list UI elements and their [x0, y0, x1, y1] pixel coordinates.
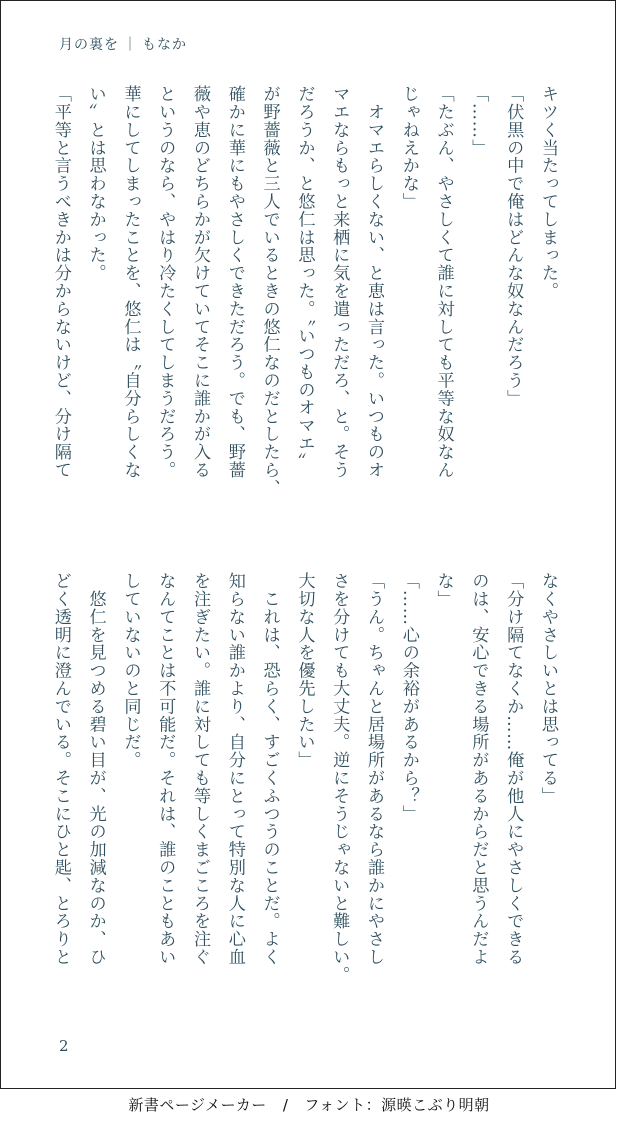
text-line: どく透明に澄んでいる。そこにひと匙、とろりと	[50, 572, 71, 966]
text-line: マエならもっと来栖に気を遣っただろ、と。そう	[329, 85, 350, 479]
text-line: 悠仁を見つめる碧い目が、光の加減なのか、ひ	[85, 572, 106, 966]
text-line: い〟とは思わなかった。	[85, 85, 106, 282]
text-line: 「伏黒の中で俺はどんな奴なんだろう」	[503, 85, 524, 408]
text-line: 確かに華にもやさしくできただろう。でも、野薔	[224, 85, 245, 479]
text-line: を注ぎたい。誰に対しても等しくまごころを注ぐ	[190, 572, 211, 966]
text-line: していないのと同じだ。	[120, 572, 141, 769]
footer-credit	[0, 1094, 618, 1115]
text-line: さを分けても大丈夫。逆にそうじゃないと難しい。	[329, 572, 350, 984]
text-line: 大切な人を優先したい」	[294, 572, 315, 769]
text-line: 知らない誰かより、自分にとって特別な人に心血	[224, 572, 245, 966]
header-separator: ｜	[123, 37, 138, 53]
text-block-bottom	[50, 572, 565, 1002]
text-line: オマエらしくない、と恵は言った。いつものオ	[364, 85, 385, 479]
author-name: もなか	[142, 37, 187, 53]
text-block-top	[50, 85, 565, 515]
text-line: な」	[433, 572, 454, 608]
footer-separator: /	[282, 1096, 289, 1114]
book-title: 月の裏を	[59, 37, 119, 53]
text-line: なんてことは不可能だ。それは、誰のこともあい	[155, 572, 176, 966]
text-line: 「……心の余裕があるから？」	[398, 572, 419, 823]
text-line: 華にしてしまったことを、悠仁は〝自分らしくな	[120, 85, 141, 479]
text-line: 「たぶん、やさしくて誰に対しても平等な奴なん	[433, 85, 454, 479]
text-line: が野薔薇と三人でいるときの悠仁なのだとしたら、	[259, 85, 280, 497]
text-line: 「平等と言うべきかは分からないけど、分け隔て	[50, 85, 71, 479]
page-number: 2	[59, 1037, 69, 1055]
text-line: 薇や恵のどちらかが欠けていてそこに誰かが入る	[190, 85, 211, 479]
running-header	[59, 34, 187, 54]
text-line: 「……」	[468, 85, 489, 157]
text-line: 「うん。ちゃんと居場所があるなら誰かにやさし	[364, 572, 385, 966]
text-line: なくやさしいとは思ってる」	[538, 572, 558, 805]
footer-font-credit: フォント：源暎こぶり明朝	[304, 1096, 490, 1114]
text-line: キツく当たってしまった。	[538, 85, 558, 300]
text-line: のは、安心できる場所があるからだと思うんだよ	[468, 572, 489, 966]
text-line: これは、恐らく、すごくふつうのことだ。よく	[259, 572, 280, 966]
text-line: じゃねえかな」	[398, 85, 419, 211]
text-line: というのなら、やはり冷たくしてしまうだろう。	[155, 85, 176, 479]
footer-app-name: 新書ページメーカー	[128, 1096, 267, 1114]
text-line: だろうか、と悠仁は思った。〝いつものオマエ〟	[294, 85, 315, 471]
text-line: 「分け隔てなくか……俺が他人にやさしくできる	[503, 572, 524, 966]
